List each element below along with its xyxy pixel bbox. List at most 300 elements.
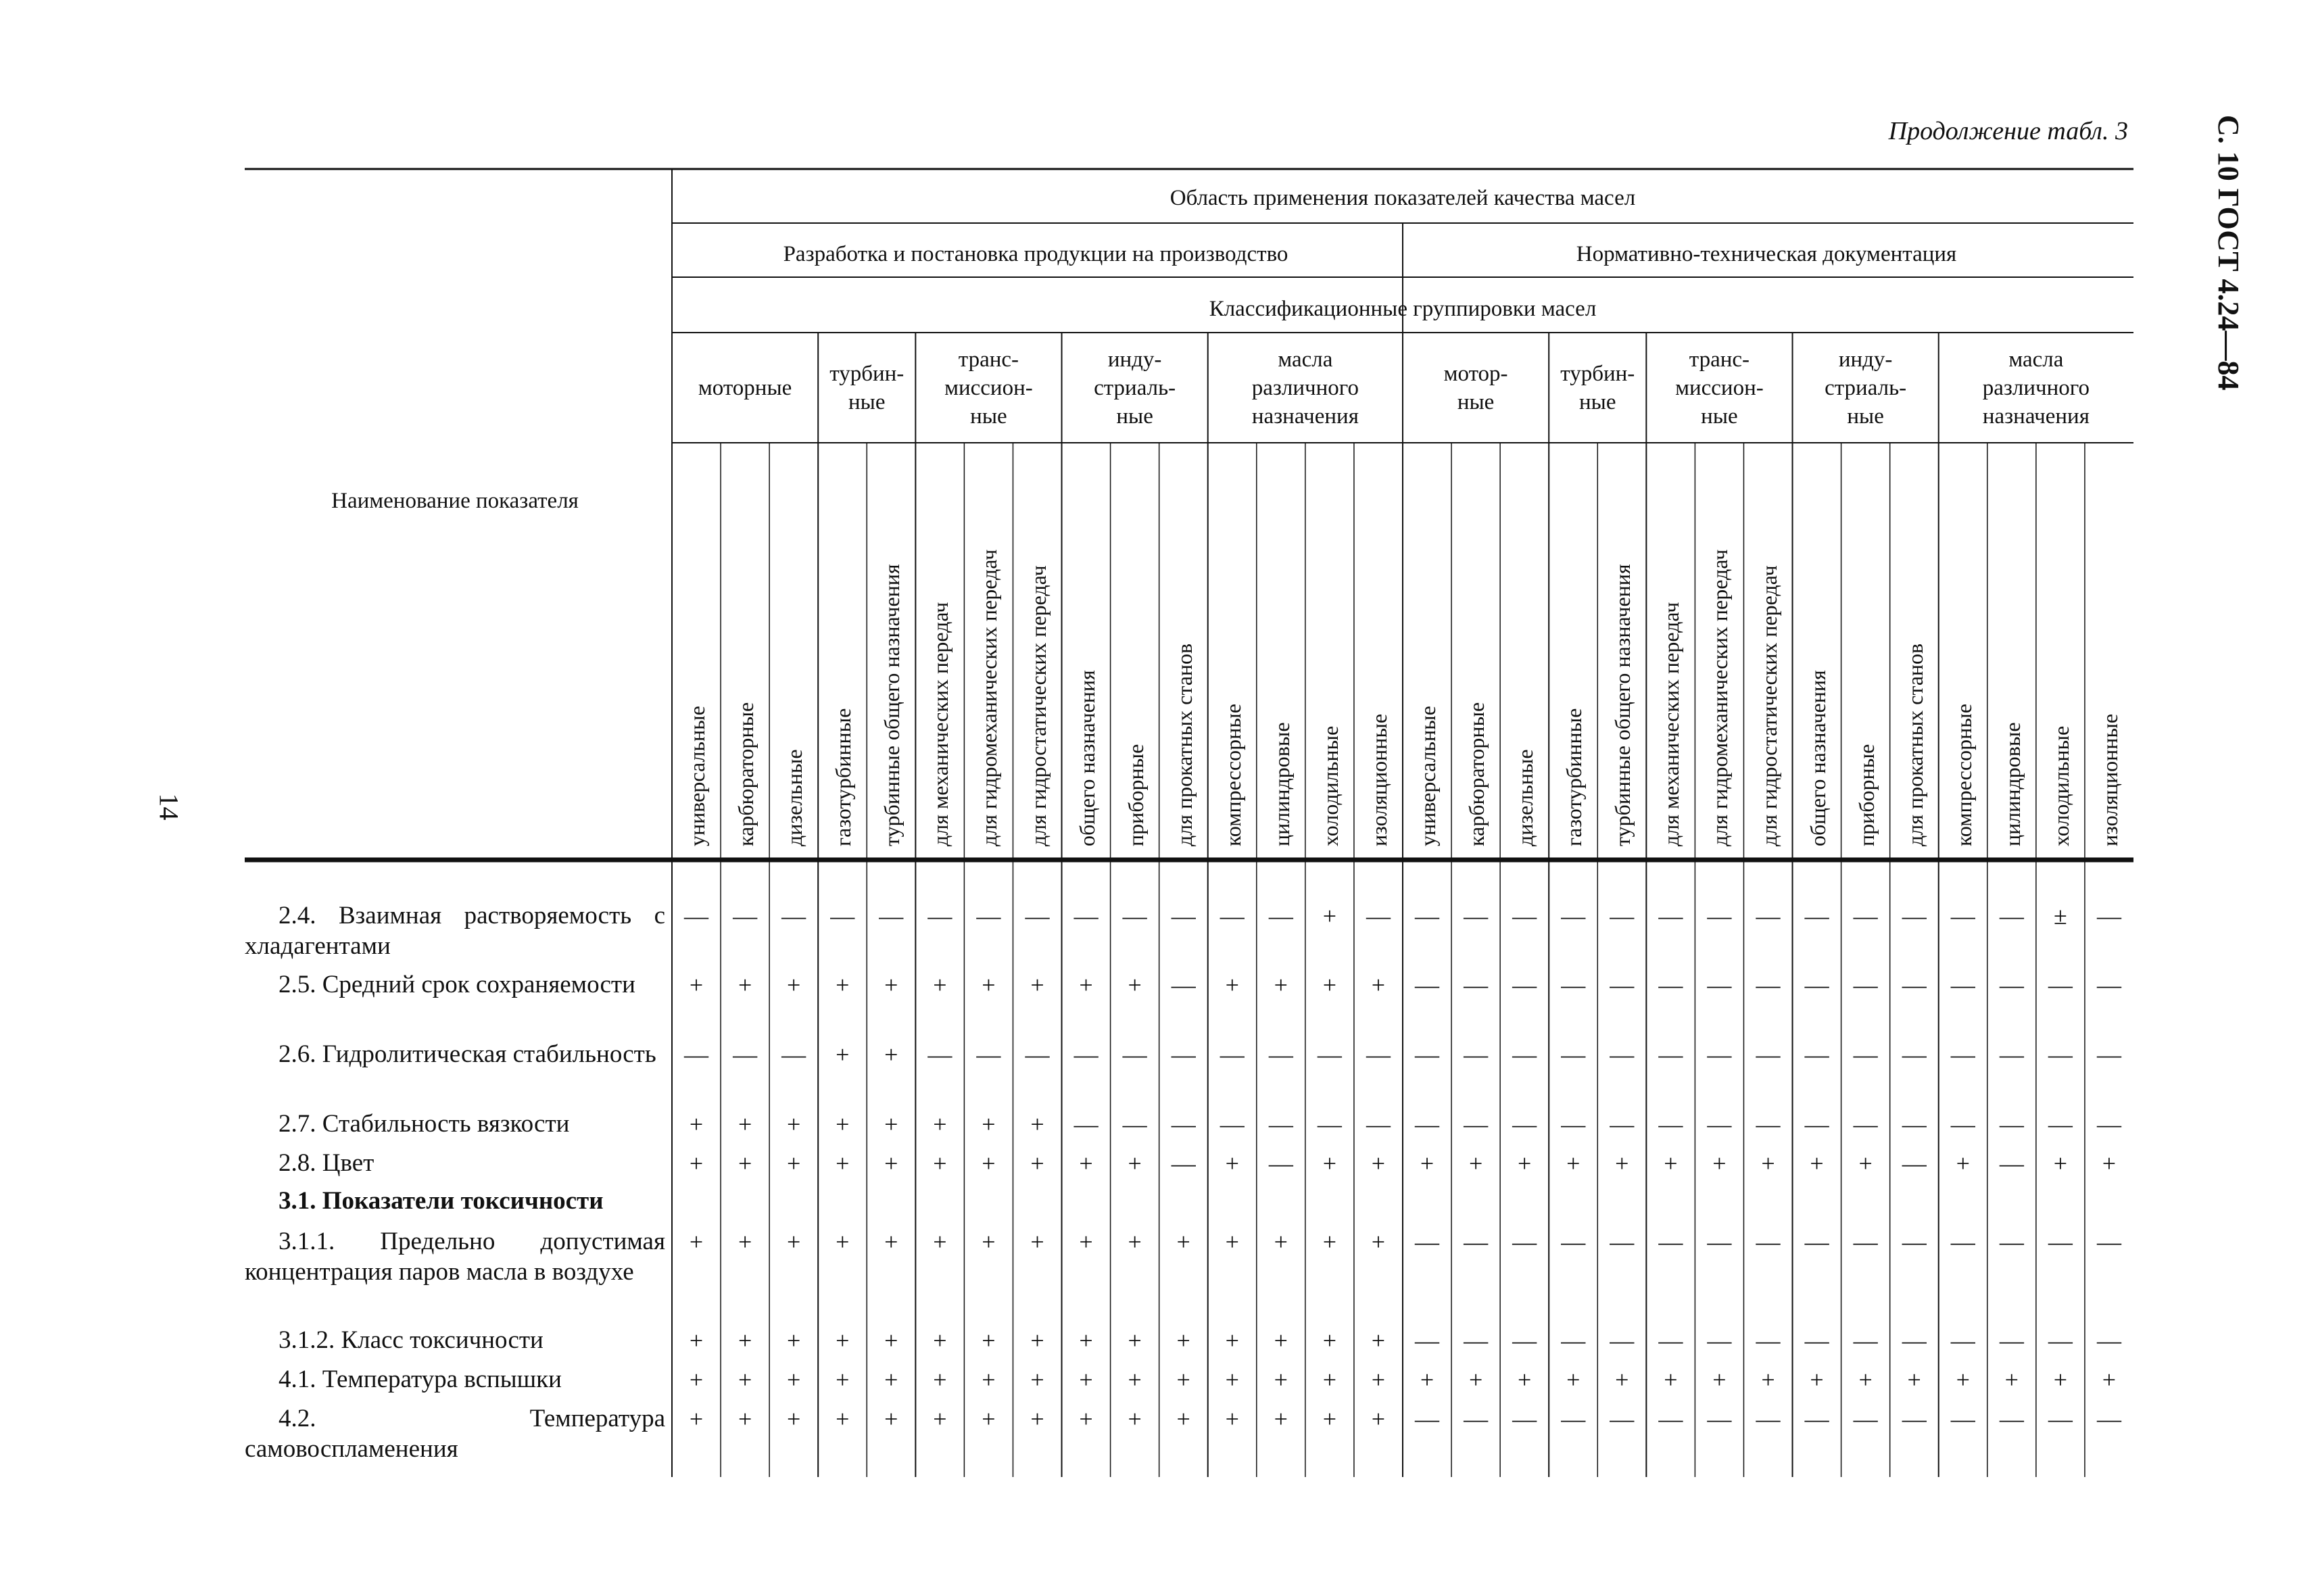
table-cell: — (1950, 1228, 1975, 1255)
table-cell: — (2048, 1041, 2073, 1068)
row-label (245, 1325, 665, 1355)
table-cell: — (1366, 902, 1391, 929)
table-cell: — (1804, 971, 1829, 998)
table-cell: — (1073, 1041, 1099, 1068)
table-cell: + (738, 1366, 752, 1393)
table-cell: — (976, 1041, 1001, 1068)
subcolumn-header: для гидромеханических передач (1708, 549, 1733, 846)
table-cell: + (2102, 1150, 2117, 1177)
table-cell: — (1707, 1228, 1732, 1255)
table-cell: — (1756, 1327, 1781, 1354)
table-cell: — (1561, 902, 1586, 929)
area-header: Область применения показателей качества масел (1169, 186, 1636, 210)
table-cell: + (1322, 902, 1337, 929)
continuation-label: Продолжение табл. 3 (1888, 117, 2128, 145)
table-cell: + (689, 1366, 704, 1393)
table-cell: — (1512, 1327, 1537, 1354)
table-cell: + (1858, 1150, 1873, 1177)
table-cell: + (1176, 1366, 1190, 1393)
table-cell: — (1853, 1327, 1878, 1354)
table-cell: — (2096, 1041, 2121, 1068)
table-cell: + (1225, 1228, 1239, 1255)
subcolumn-header: для прокатных станов (1172, 643, 1197, 846)
table-cell: — (1902, 971, 1927, 998)
table-cell: — (1122, 1111, 1147, 1138)
table-cell: — (1415, 1405, 1440, 1432)
row-label (245, 1186, 665, 1216)
table-cell: — (1853, 1111, 1878, 1138)
table-cell: + (1225, 1405, 1239, 1432)
table-cell: — (1464, 971, 1489, 998)
table-cell: — (1268, 1041, 1293, 1068)
table-cell: — (1853, 971, 1878, 998)
table-cell: + (1615, 1366, 1629, 1393)
table-cell: — (733, 1041, 758, 1068)
table-cell: + (1030, 1327, 1044, 1354)
table-cell: + (884, 1150, 898, 1177)
table-cell: — (1707, 1405, 1732, 1432)
table-cell: + (1322, 1150, 1337, 1177)
table-cell: — (1171, 1041, 1196, 1068)
table-cell: ± (2054, 902, 2067, 929)
table-cell: + (1371, 1327, 1386, 1354)
table-cell: — (1756, 1228, 1781, 1255)
subcolumn-header: цилиндровые (1269, 722, 1294, 846)
table-cell: — (1950, 1111, 1975, 1138)
table-cell: + (1371, 971, 1386, 998)
table-cell: + (836, 1150, 850, 1177)
table-cell: + (1079, 1366, 1093, 1393)
table-cell: + (933, 1366, 947, 1393)
table-cell: + (982, 1150, 996, 1177)
table-cell: — (927, 1041, 952, 1068)
table-cell: — (1999, 1041, 2024, 1068)
table-cell: — (1512, 902, 1537, 929)
table-cell: — (1512, 971, 1537, 998)
row-label-text: 2.5. Средний срок сохраняемости (279, 971, 635, 998)
table-cell: + (689, 1111, 704, 1138)
table-cell: + (1518, 1366, 1532, 1393)
row-label (245, 1403, 665, 1464)
subcolumn-header: универсальные (685, 706, 710, 846)
subcolumn-header: изоляционные (2097, 713, 2122, 846)
subcolumn-header: для гидростатических передач (1026, 565, 1051, 846)
group-header-ntd-3: инду- стриаль- ные (1825, 347, 1907, 429)
row-label (245, 1148, 665, 1178)
table-cell: — (1853, 1405, 1878, 1432)
table-cell: — (1220, 1041, 1245, 1068)
table-cell: + (836, 1366, 850, 1393)
table-cell: + (836, 1327, 850, 1354)
table-cell: — (1804, 1327, 1829, 1354)
table-cell: + (1128, 1150, 1142, 1177)
table-cell: — (2096, 1405, 2121, 1432)
subcolumn-header: для прокатных станов (1902, 643, 1927, 846)
table-cell: + (2004, 1366, 2019, 1393)
table-cell: + (738, 1150, 752, 1177)
table-cell: + (1322, 1327, 1337, 1354)
table-cell: + (1176, 1228, 1190, 1255)
subcolumn-header: общего назначения (1805, 670, 1830, 846)
row-label (245, 1109, 665, 1139)
table-cell: + (1128, 971, 1142, 998)
table-cell: — (1415, 1111, 1440, 1138)
table-cell: — (1902, 1228, 1927, 1255)
table-cell: + (1128, 1327, 1142, 1354)
table-cell: — (1902, 1150, 1927, 1177)
table-cell: + (787, 1111, 801, 1138)
table-cell: + (1858, 1366, 1873, 1393)
table-cell: + (933, 971, 947, 998)
table-cell: + (933, 1405, 947, 1432)
row-label (245, 900, 665, 961)
table-cell: — (1658, 1228, 1683, 1255)
table-cell: — (1658, 1041, 1683, 1068)
table-cell: + (1664, 1366, 1678, 1393)
group-header-dev-1: турбин- ные (829, 362, 904, 414)
table-cell: + (1030, 1228, 1044, 1255)
table-cell: — (2048, 1228, 2073, 1255)
table-cell: + (933, 1228, 947, 1255)
table-cell: + (787, 1405, 801, 1432)
subcolumn-header: компрессорные (1951, 704, 1976, 846)
table-cell: + (982, 1405, 996, 1432)
group-header-ntd-0: мотор- ные (1443, 362, 1508, 414)
table-cell: — (1415, 971, 1440, 998)
table-cell: — (1561, 1111, 1586, 1138)
table-cell: + (1956, 1150, 1970, 1177)
table-cell: + (982, 1228, 996, 1255)
table-cell: + (836, 1111, 850, 1138)
row-label-text: 3.1.1. Предельно допустимая концентрация паров масла в воздухе (245, 1228, 665, 1286)
row-label-text: 2.6. Гидролитическая стабильность (279, 1040, 656, 1068)
row-label (245, 969, 665, 1000)
table-cell: + (1274, 1228, 1288, 1255)
table-cell: — (1707, 1041, 1732, 1068)
table-cell: — (1902, 902, 1927, 929)
table-cell: — (1415, 902, 1440, 929)
table-cell: + (738, 1228, 752, 1255)
table-cell: + (738, 1111, 752, 1138)
table-cell: — (2048, 1405, 2073, 1432)
table-cell: + (1468, 1366, 1483, 1393)
table-cell: — (1999, 1150, 2024, 1177)
table-cell: — (1464, 902, 1489, 929)
row-label (245, 1226, 665, 1287)
table-cell: + (1079, 971, 1093, 998)
table-cell: — (1610, 971, 1635, 998)
table-cell: — (1950, 1405, 1975, 1432)
table-cell: + (1225, 1327, 1239, 1354)
table-cell: — (1561, 1041, 1586, 1068)
table-cell: — (1610, 1041, 1635, 1068)
table-cell: + (1030, 1405, 1044, 1432)
table-cell: — (1658, 1111, 1683, 1138)
table-cell: — (1464, 1228, 1489, 1255)
group-header-ntd-1: турбин- ные (1560, 362, 1635, 414)
table-cell: + (884, 971, 898, 998)
subcolumn-header: приборные (1854, 744, 1879, 846)
table-cell: — (1464, 1327, 1489, 1354)
table-cell: + (884, 1327, 898, 1354)
table-cell: + (982, 1327, 996, 1354)
table-cell: + (787, 1327, 801, 1354)
table-cell: — (1999, 1327, 2024, 1354)
table-cell: + (1468, 1150, 1483, 1177)
table-cell: — (1804, 1228, 1829, 1255)
table-cell: — (1658, 971, 1683, 998)
table-cell: — (2096, 1327, 2121, 1354)
table-cell: — (1756, 1041, 1781, 1068)
table-cell: — (1122, 1041, 1147, 1068)
table-cell: — (1756, 971, 1781, 998)
table-cell: — (1512, 1041, 1537, 1068)
subcolumn-header: карбюраторные (733, 702, 758, 846)
table-cell: — (2048, 971, 2073, 998)
table-cell: + (1176, 1405, 1190, 1432)
table-cell: — (733, 902, 758, 929)
table-cell: — (2048, 1327, 2073, 1354)
table-cell: + (1030, 1366, 1044, 1393)
table-cell: + (836, 971, 850, 998)
table-cell: + (738, 971, 752, 998)
table-cell: — (2096, 902, 2121, 929)
table-cell: — (1950, 1327, 1975, 1354)
table-cell: + (1274, 1327, 1288, 1354)
side-header-text: С. 10 ГОСТ 4.24—84 (2212, 115, 2245, 391)
table-cell: + (1030, 1111, 1044, 1138)
table-cell: — (1171, 1111, 1196, 1138)
table-cell: + (1712, 1150, 1727, 1177)
table-cell: — (1999, 971, 2024, 998)
table-cell: + (884, 1111, 898, 1138)
subcolumn-header: для механических передач (1659, 602, 1684, 846)
table-cell: — (1561, 1405, 1586, 1432)
table-cell: + (1615, 1150, 1629, 1177)
table-cell: — (1073, 1111, 1099, 1138)
table-cell: — (1464, 1111, 1489, 1138)
group-header-dev-4: масла различного назначения (1251, 347, 1359, 429)
table-cell: — (1025, 902, 1050, 929)
table-cell: — (684, 902, 709, 929)
table-cell: + (1761, 1366, 1775, 1393)
table-cell: — (1902, 1405, 1927, 1432)
table-cell: — (1853, 902, 1878, 929)
row-label-text: 4.1. Температура вспышки (279, 1365, 562, 1393)
classification-header: Классификационные группировки масел (1209, 297, 1597, 321)
table-cell: — (1804, 902, 1829, 929)
table-cell: — (879, 902, 904, 929)
table-cell: — (1756, 1111, 1781, 1138)
table-cell: — (1317, 1111, 1342, 1138)
table-cell: + (1225, 1366, 1239, 1393)
table-cell: + (738, 1405, 752, 1432)
table-cell: + (1566, 1150, 1581, 1177)
table-cell: + (1079, 1327, 1093, 1354)
table-cell: — (1561, 971, 1586, 998)
subcolumn-header: цилиндровые (2000, 722, 2025, 846)
table-cell: + (1518, 1150, 1532, 1177)
table-cell: — (1658, 902, 1683, 929)
table-cell: — (1171, 902, 1196, 929)
table-cell: + (787, 971, 801, 998)
stub-header: Наименование показателя (331, 489, 579, 513)
table-cell: + (933, 1111, 947, 1138)
table-cell: — (1902, 1111, 1927, 1138)
table-cell: + (738, 1327, 752, 1354)
row-label-text: 3.1. Показатели токсичности (279, 1187, 604, 1215)
table-cell: — (684, 1041, 709, 1068)
row-label (245, 1039, 665, 1069)
table-cell: — (1999, 1228, 2024, 1255)
table-cell: — (2048, 1111, 2073, 1138)
table-cell: — (1756, 1405, 1781, 1432)
table-cell: — (1561, 1228, 1586, 1255)
table-cell: + (884, 1228, 898, 1255)
table-cell: + (689, 971, 704, 998)
table-cell: — (2096, 1111, 2121, 1138)
table-cell: — (1610, 1405, 1635, 1432)
table-cell: + (689, 1150, 704, 1177)
table-cell: — (1853, 1228, 1878, 1255)
table-cell: — (1999, 1405, 2024, 1432)
table-cell: + (836, 1405, 850, 1432)
table-cell: + (1322, 971, 1337, 998)
table-cell: + (689, 1228, 704, 1255)
table-cell: + (1420, 1366, 1434, 1393)
table-cell: — (1025, 1041, 1050, 1068)
ntd-header: Нормативно-техническая документация (1576, 242, 1957, 266)
table-cell: + (2102, 1366, 2117, 1393)
table-cell: — (1415, 1041, 1440, 1068)
table-cell: + (836, 1228, 850, 1255)
subcolumn-header: газотурбинные (1562, 708, 1587, 846)
table-cell: + (1225, 971, 1239, 998)
table-cell: + (1030, 1150, 1044, 1177)
table-cell: + (1030, 971, 1044, 998)
table-cell: — (1464, 1041, 1489, 1068)
table-cell: — (1950, 971, 1975, 998)
subcolumn-header: для механических передач (928, 602, 953, 846)
table-cell: + (1274, 971, 1288, 998)
page-number: 14 (153, 793, 185, 821)
group-header-ntd-2: транс- миссион- ные (1675, 347, 1764, 429)
table-cell: — (830, 902, 855, 929)
table-cell: + (1566, 1366, 1581, 1393)
subcolumn-header: общего назначения (1074, 670, 1099, 846)
table-cell: — (2096, 971, 2121, 998)
table-cell: — (1268, 1150, 1293, 1177)
table-cell: + (1079, 1405, 1093, 1432)
table-cell: + (1322, 1366, 1337, 1393)
table-cell: + (1371, 1405, 1386, 1432)
table-cell: + (982, 1111, 996, 1138)
subcolumn-header: турбинные общего назначения (879, 564, 904, 846)
table-cell: + (1664, 1150, 1678, 1177)
table-cell: — (1756, 902, 1781, 929)
table-cell: + (2053, 1366, 2068, 1393)
table-cell: + (982, 971, 996, 998)
table-cell: — (1073, 902, 1099, 929)
table-cell: — (1171, 971, 1196, 998)
table-cell: + (1371, 1150, 1386, 1177)
table-cell: — (1220, 902, 1245, 929)
table-cell: — (1561, 1327, 1586, 1354)
row-label-text: 2.4. Взаимная растворяемость с хладагентами (245, 902, 665, 960)
table-cell: — (1610, 1111, 1635, 1138)
table-cell: + (689, 1327, 704, 1354)
subcolumn-header: газотурбинные (831, 708, 856, 846)
row-label-text: 3.1.2. Класс токсичности (279, 1326, 544, 1354)
table-cell: — (976, 902, 1001, 929)
table-cell: — (1610, 902, 1635, 929)
table-cell: + (884, 1041, 898, 1068)
table-cell: — (1610, 1228, 1635, 1255)
table-cell: — (1853, 1041, 1878, 1068)
table-cell: — (2096, 1228, 2121, 1255)
row-label-text: 2.8. Цвет (279, 1149, 375, 1177)
table-cell: — (1366, 1041, 1391, 1068)
table-cell: — (1707, 1111, 1732, 1138)
table-cell: — (1415, 1228, 1440, 1255)
subcolumn-header: изоляционные (1366, 713, 1391, 846)
table-cell: — (1415, 1327, 1440, 1354)
table-cell: — (1999, 1111, 2024, 1138)
row-label-text: 4.2. Температура самовоспламенения (245, 1405, 665, 1463)
table-cell: — (927, 902, 952, 929)
row-label (245, 1364, 665, 1395)
table-cell: — (1512, 1228, 1537, 1255)
table-cell: — (1902, 1041, 1927, 1068)
table-cell: + (1176, 1327, 1190, 1354)
table-cell: — (781, 1041, 806, 1068)
table-cell: + (836, 1041, 850, 1068)
table-cell: — (1512, 1111, 1537, 1138)
table-cell: — (1902, 1327, 1927, 1354)
table-cell: — (781, 902, 806, 929)
table-cell: + (1371, 1366, 1386, 1393)
table-cell: — (1950, 1041, 1975, 1068)
subcolumn-header: карбюраторные (1464, 702, 1489, 846)
table-cell: — (1804, 1111, 1829, 1138)
table-cell: — (1999, 902, 2024, 929)
table-cell: + (1907, 1366, 1921, 1393)
table-cell: + (787, 1150, 801, 1177)
subcolumn-header: турбинные общего назначения (1610, 564, 1635, 846)
table-cell: + (2053, 1150, 2068, 1177)
table-cell: — (1171, 1150, 1196, 1177)
table-cell: — (1268, 1111, 1293, 1138)
subcolumn-header: для гидростатических передач (1756, 565, 1781, 846)
table-cell: + (689, 1405, 704, 1432)
table-cell: — (1707, 1327, 1732, 1354)
table-cell: + (1322, 1228, 1337, 1255)
table-cell: — (1804, 1041, 1829, 1068)
subcolumn-header: приборные (1123, 744, 1148, 846)
table-cell: + (1079, 1228, 1093, 1255)
table-cell: — (1658, 1405, 1683, 1432)
table-cell: + (933, 1150, 947, 1177)
table-cell: — (1317, 1041, 1342, 1068)
table-cell: — (1122, 902, 1147, 929)
table-cell: + (884, 1405, 898, 1432)
table-cell: + (1128, 1228, 1142, 1255)
table-cell: + (1128, 1405, 1142, 1432)
table-cell: — (1268, 902, 1293, 929)
table-cell: + (1761, 1150, 1775, 1177)
table-cell: + (1420, 1150, 1434, 1177)
table-cell: + (1810, 1366, 1824, 1393)
